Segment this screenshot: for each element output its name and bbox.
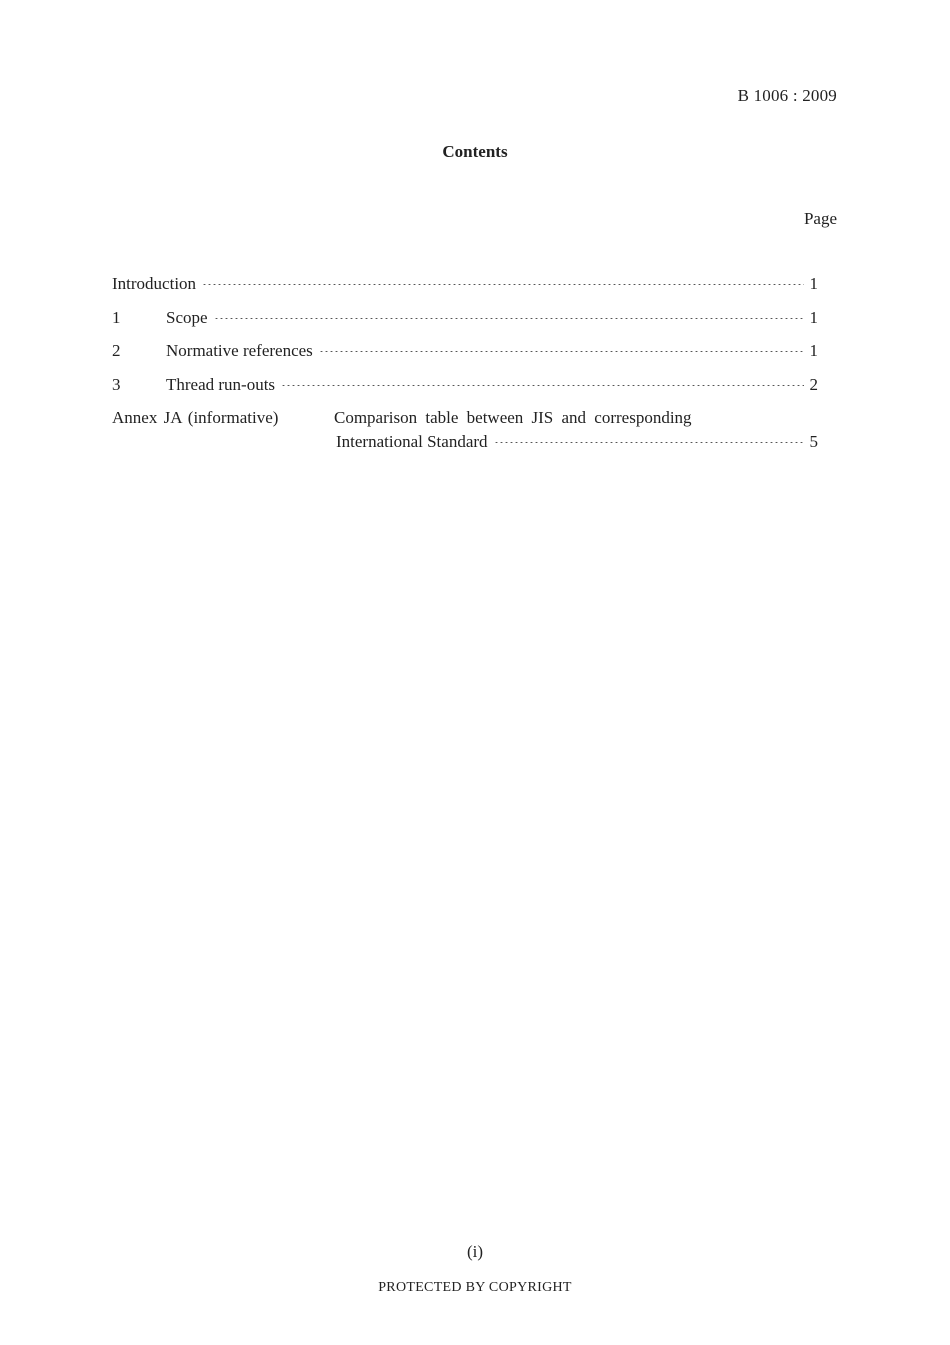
annex-title-line2-row bbox=[334, 432, 818, 452]
page-folio: (i) bbox=[466, 1242, 484, 1261]
toc-entry-page: 1 bbox=[809, 307, 818, 327]
dot-leader bbox=[202, 284, 804, 285]
toc-entry-page: 2 bbox=[809, 374, 818, 394]
annex-page: 5 bbox=[809, 432, 818, 451]
standard-number: B 1006 : 2009 bbox=[737, 86, 837, 105]
toc-entry-introduction[interactable] bbox=[112, 274, 818, 308]
toc-entry-label: Thread run-outs bbox=[166, 374, 276, 394]
toc-entry-number: 1 bbox=[112, 307, 121, 327]
toc-entry-label: Normative references bbox=[166, 341, 313, 360]
page-column-label: Page bbox=[803, 209, 837, 228]
table-of-contents bbox=[112, 274, 818, 452]
toc-entry-page: 1 bbox=[809, 341, 818, 360]
toc-entry-page: 1 bbox=[809, 274, 818, 293]
toc-entry-number: 3 bbox=[112, 374, 121, 394]
toc-entry-thread-run-outs[interactable] bbox=[112, 375, 818, 409]
toc-entry-label: Introduction bbox=[112, 274, 197, 293]
annex-title-line2: International Standard bbox=[336, 432, 488, 451]
copyright-notice: PROTECTED BY COPYRIGHT bbox=[378, 1280, 572, 1295]
page-title: Contents bbox=[442, 142, 508, 161]
dot-leader bbox=[281, 385, 804, 386]
toc-entry-scope[interactable] bbox=[112, 308, 818, 342]
dot-leader bbox=[494, 442, 804, 443]
annex-title bbox=[334, 408, 818, 452]
toc-entry-label: Scope bbox=[166, 307, 208, 327]
dot-leader bbox=[214, 318, 804, 319]
toc-entry-normative-references[interactable] bbox=[112, 341, 818, 375]
toc-entry-annex-ja[interactable] bbox=[112, 408, 818, 452]
annex-title-line1: Comparison table between JIS and corresponding bbox=[334, 408, 692, 427]
annex-designation: Annex JA (informative) bbox=[112, 408, 279, 427]
toc-entry-number: 2 bbox=[112, 341, 121, 360]
dot-leader bbox=[319, 351, 804, 352]
